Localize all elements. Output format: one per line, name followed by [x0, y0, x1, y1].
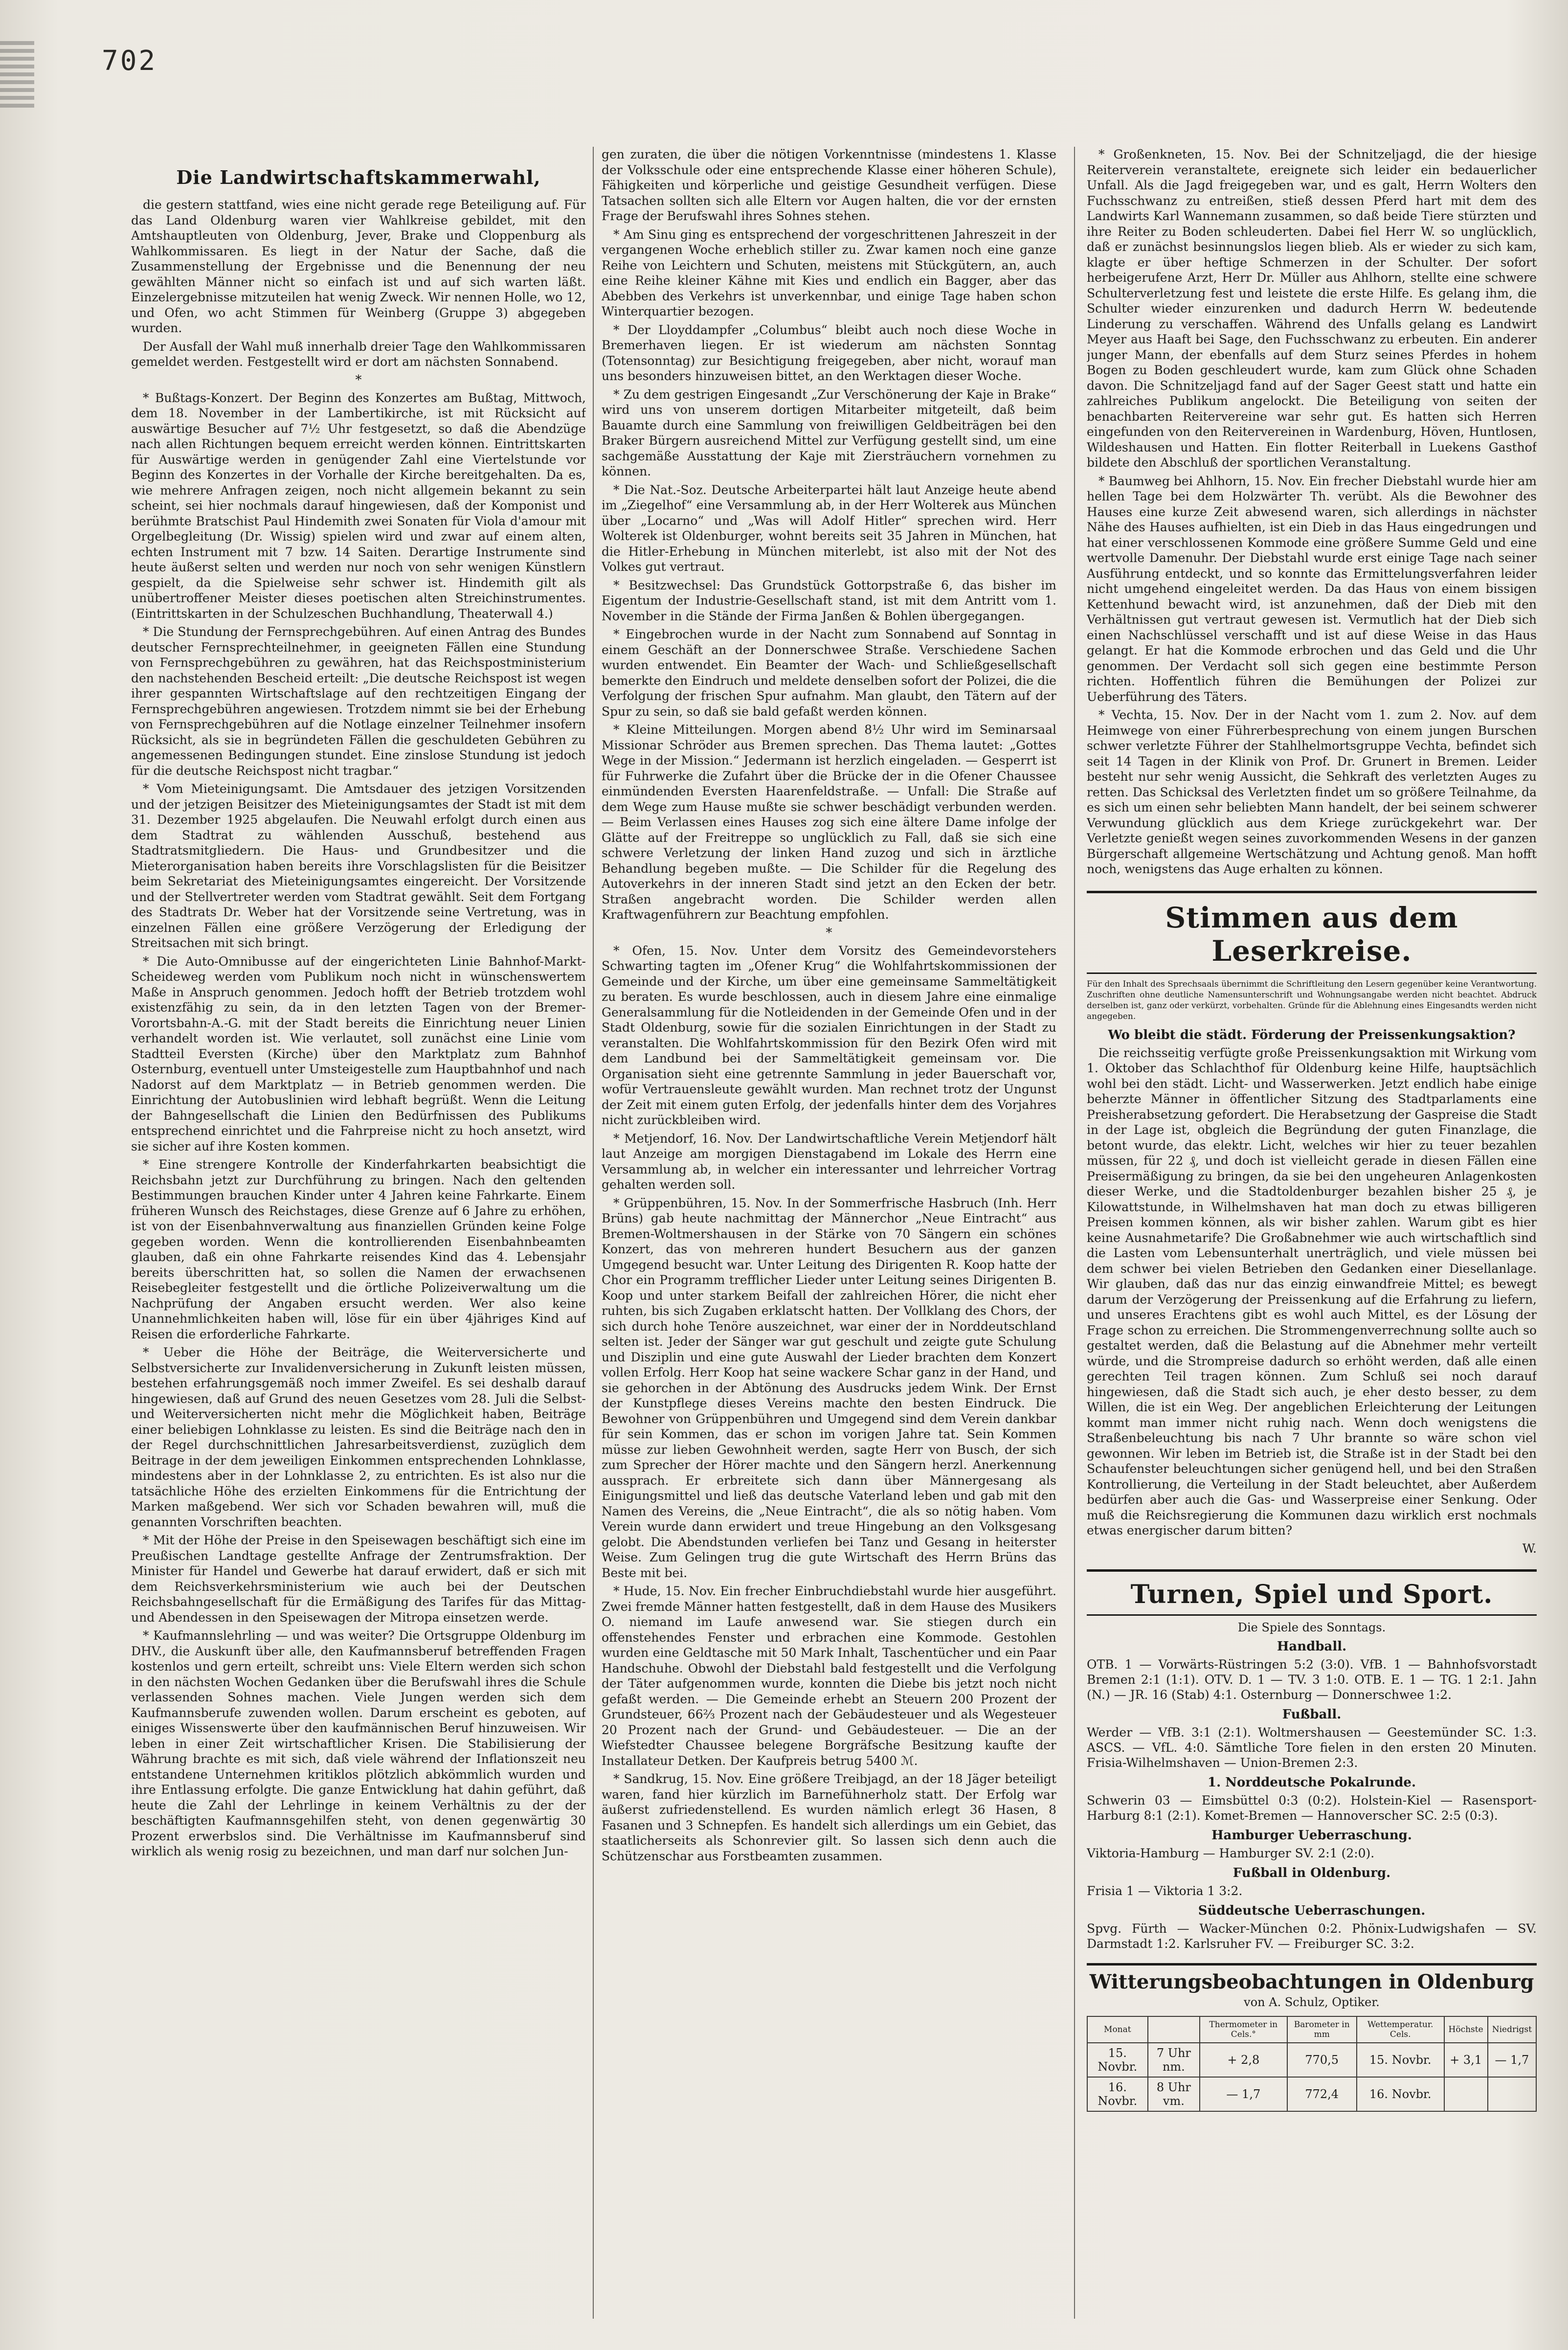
paragraph: * Mit der Höhe der Preise in den Speisewagen beschäftigt sich eine im Preußischen Landtage gestellte Anfrage der Zentrumsfraktion. Der Minister für Handel und Gewerbe hat darauf erwidert, daß er sich mit dem Reichsverkehrsministerium wie auch bei der Deutschen Reichsbahngesellschaft für die Ermäßigung des Tarifes für das Mittag- und Abendessen in den Speisewagen der Mitropa einsetzen werde.	[131, 1533, 586, 1625]
handball-heading: Handball.	[1277, 1639, 1347, 1654]
table-header-row	[1087, 2016, 1536, 2043]
table-cell: 16. Novbr.	[1087, 2077, 1148, 2111]
table-cell: 15. Novbr.	[1357, 2043, 1444, 2077]
paragraph: * Ofen, 15. Nov. Unter dem Vorsitz des Gemeindevorstehers Schwarting tagten im „Ofener Krug“ die Wohlfahrtskommissionen der Gemeinde und der Kirche, um über eine gemeinsame Sammeltätigkeit zu beraten. Es wurde beschlossen, auch in diesem Jahre eine einmalige Generalsammlung für die Notleidenden in der Gemeinde Ofen und in der Stadt Oldenburg, sowie für die sozialen Einrichtungen in der Stadt zu veranstalten. Die Wohlfahrtskommission für den Bezirk Ofen wird mit dem Landbund bei der Sammeltätigkeit gemeinsam vor. Die Organisation sieht eine getrennte Sammlung in jeder Bauerschaft vor, wofür Vertrauensleute gewählt wurden. Man rechnet trotz der Ungunst der Zeit mit einem guten Erfolg, der jedenfalls hinter dem des Vorjahres nicht zurückbleiben wird.	[602, 943, 1056, 1127]
table-header: Wettemperatur. Cels.	[1357, 2016, 1444, 2043]
table-cell: 15. Novbr.	[1087, 2043, 1148, 2077]
table-cell: — 1,7	[1488, 2043, 1536, 2077]
table-row	[1087, 2043, 1536, 2077]
paragraph: * Baumweg bei Ahlhorn, 15. Nov. Ein frecher Diebstahl wurde hier am hellen Tage bei dem Holzwärter Th. verübt. Als die Bewohner des Hauses eine kurze Zeit abwesend waren, sich allerdings in nächster Nähe des Hauses aufhielten, ist ein Dieb in das Haus eingedrungen und hat einer verschlossenen Kommode eine größere Summe Geld und eine wertvolle Damenuhr. Der Diebstahl wurde erst einige Tage nach seiner Ausführung entdeckt, und so konnte das Ermittelungsverfahren leider nicht umgehend eingeleitet werden. Da das Haus von einem bissigen Kettenhund bewacht wird, ist anzunehmen, daß der Dieb mit den Verhältnissen gut vertraut gewesen ist. Vermutlich hat der Dieb sich einen Nachschlüssel verschafft und ist auf diese Weise in das Haus gelangt. Er hat die Kommode erbrochen und das Geld und die Uhr genommen. Der Verdacht soll sich gegen eine bestimmte Person richten. Hoffentlich führen die Bemühungen der Polizei zur Ueberführung des Täters.	[1087, 474, 1537, 704]
column-1	[131, 147, 586, 2328]
paragraph: * Metjendorf, 16. Nov. Der Landwirtschaftliche Verein Metjendorf hält laut Anzeige am morgigen Dienstagabend im Lokale des Herrn eine Versammlung ab, in welcher ein interessanter und lehrreicher Vortrag gehalten werden soll.	[602, 1131, 1056, 1192]
paragraph: * Die Auto-Omnibusse auf der eingerichteten Linie Bahnhof-Markt-Scheideweg werden vom Publikum noch nicht in wünschenswertem Maße in Anspruch genommen. Jedoch hofft der Betrieb trotzdem wohl existenzfähig zu sein, da in den letzten Tagen von der Bremer-Vorortsbahn-A.-G. mit der Stadt bereits die Einrichtung neuer Linien verhandelt worden ist. Wie verlautet, soll zunächst eine Linie vom Stadtteil Eversten (Kirche) über den Marktplatz zum Bahnhof Osternburg, eventuell unter Umsteigestelle zum Hauptbahnhof und nach Nadorst auf dem Marktplatz — in Betrieb genommen werden. Die Einrichtung der Autobuslinien wird lebhaft begrüßt. Wenn die Leitung der Bahngesellschaft die Linien den Bedürfnissen des Publikums entsprechend einrichtet und die Fahrpreise nicht zu hoch ansetzt, wird sie sicher auf ihre Kosten kommen.	[131, 954, 586, 1153]
paragraph: * Besitzwechsel: Das Grundstück Gottorpstraße 6, das bisher im Eigentum der Industrie-Gesellschaft stand, ist mit dem Antritt vom 1. November in die Stände der Firma Janßen & Bohlen übergegangen.	[602, 578, 1056, 623]
paragraph: * Eingebrochen wurde in der Nacht zum Sonnabend auf Sonntag in einem Geschäft an der Donnerschwee Straße. Verschiedene Sachen wurden entwendet. Ein Beamter der Wach- und Schließgesellschaft bemerkte den Eindruch und meldete denselben sofort der Polizei, die die Verfolgung der frischen Spur aufnahm. Man glaubt, den Tätern auf der Spur zu sein, so daß sie bald gefaßt werden können.	[602, 627, 1056, 719]
table-header: Barometer in mm	[1287, 2016, 1357, 2043]
sport-section-title: Turnen, Spiel und Sport.	[1087, 1569, 1537, 1616]
reader-letters-title: Stimmen aus dem Leserkreise.	[1087, 891, 1537, 974]
oldenburg-heading: Fußball in Oldenburg.	[1232, 1865, 1391, 1880]
reader-letter-heading: Wo bleibt die städt. Förderung der Preissenkungsaktion?	[1108, 1027, 1516, 1042]
table-row	[1087, 2077, 1536, 2111]
page-number: 702	[102, 45, 157, 77]
table-cell	[1488, 2077, 1536, 2111]
table-header: Thermometer in Cels.°	[1200, 2016, 1287, 2043]
reader-letters-disclaimer: Für den Inhalt des Sprechsaals übernimmt die Schriftleitung den Lesern gegenüber keine Verantwortung. Zuschriften ohne deutliche Namensunterschrift und Wohnungsangabe werden nicht beachtet. Abdruck derselben ist, ganz oder verkürzt, vorbehalten. Gründe für die Ablehnung eines Eingesandts werden nicht angegeben.	[1087, 979, 1537, 1021]
paragraph: * Die Nat.-Soz. Deutsche Arbeiterpartei hält laut Anzeige heute abend im „Ziegelhof“ eine Versammlung ab, in der Herr Wolterek aus München über „Locarno“ und „Was will Adolf Hitler“ sprechen wird. Herr Wolterek ist Oldenburger, wohnt bereits seit 35 Jahren in München, hat die Hitler-Erhebung in München miterlebt, ist also mit der Not des Volkes gut vertraut.	[602, 482, 1056, 574]
paragraph: * Zu dem gestrigen Eingesandt „Zur Verschönerung der Kaje in Brake“ wird uns von unserem dortigen Mitarbeiter mitgeteilt, daß beim Bauamte durch eine Sammlung von freiwilligen Geldbeiträgen bei den Braker Bürgern ausreichend Mittel zur Verfügung gestellt sind, um eine sachgemäße Ausstattung der Kaje mit Ziersträuchern vornehmen zu können.	[602, 387, 1056, 478]
paragraph: * Eine strengere Kontrolle der Kinderfahrkarten beabsichtigt die Reichsbahn jetzt zur Durchführung zu bringen. Nach den geltenden Bestimmungen brauchen Kinder unter 4 Jahren keine Fahrkarte. Einem früheren Wunsch des Reichstages, diese Grenze auf 6 Jahre zu erhöhen, ist von der Eisenbahnverwaltung aus finanziellen Gründen keine Folge gegeben worden. Wenn die kontrollierenden Eisenbahnbeamten glauben, daß ein ohne Fahrkarte reisendes Kind das 4. Lebensjahr bereits überschritten hat, so sollen die Namen der erwachsenen Reisebegleiter festgestellt und die örtliche Polizeiverwaltung um die Nachprüfung der Angaben ersucht werden. Wer also keine Unannehmlichkeiten haben will, löse für ein über 4jähriges Kind auf Reisen die erforderliche Fahrkarte.	[131, 1157, 586, 1341]
cup-heading: 1. Norddeutsche Pokalrunde.	[1208, 1775, 1416, 1790]
paragraph: * Ueber die Höhe der Beiträge, die Weiterversicherte und Selbstversicherte zur Invalidenversicherung in Zukunft leisten müssen, bestehen erfahrungsgemäß noch immer Zweifel. Es sei deshalb darauf hingewiesen, daß auf Grund des neuen Gesetzes vom 28. Juli die Selbst- und Weiterversicherten nicht mehr die Möglichkeit haben, Beiträge einer beliebigen Lohnklasse zu leisten. Es sind die Beiträge nach den in der Regel durchschnittlichen Jahresarbeitsverdienst, zuzüglich dem Beitrage in der dem jeweiligen Einkommen entsprechenden Lohnklasse, mindestens aber in der Lohnklasse 2, zu entrichten. Es ist also nur die tatsächliche Höhe des erzielten Einkommens für die Entrichtung der Marken maßgebend. Wer sich vor Schaden bewahren will, muß die genannten Vorschriften beachten.	[131, 1345, 586, 1529]
paragraph: * Vechta, 15. Nov. Der in der Nacht vom 1. zum 2. Nov. auf dem Heimwege von einer Führerbesprechung von einem jungen Burschen schwer verletzte Führer der Stahlhelmortsgruppe Vechta, befindet sich seit 14 Tagen in der Klinik von Prof. Dr. Grunert in Bremen. Leider besteht nur sehr wenig Aussicht, die Sehkraft des verletzten Auges zu retten. Das Schicksal des Verletzten findet um so größere Teilnahme, da es sich um einen sehr beliebten Mann handelt, der bei seinem schwerer Verwundung glücklich aus dem Kriege zurückgekehrt war. Der Verletzte genießt wegen seines zuvorkommenden Wesens in der ganzen Bürgerschaft allgemeine Wertschätzung und Achtung genoß. Man hofft noch, wenigstens das Auge erhalten zu können.	[1087, 708, 1537, 876]
table-cell: 772,4	[1287, 2077, 1357, 2111]
table-header	[1148, 2016, 1200, 2043]
oldenburg-results: Frisia 1 — Viktoria 1 3:2.	[1087, 1883, 1243, 1898]
paragraph: * Der Lloyddampfer „Columbus“ bleibt auch noch diese Woche in Bremerhaven liegen. Er ist wiederum am nächsten Sonntag (Totensonntag) zur Besichtigung freigegeben, aber nicht, worauf man uns besonders hinzuweisen bittet, an den Werktagen dieser Woche.	[602, 322, 1056, 383]
divider-star: *	[355, 372, 362, 387]
football-heading: Fußball.	[1282, 1707, 1342, 1722]
paragraph: * Großenkneten, 15. Nov. Bei der Schnitzeljagd, die der hiesige Reiterverein veranstaltete, ereignete sich leider ein bedauerlicher Unfall. Als die Jagd freigegeben war, und es galt, Herrn Wolters den Fuchsschwanz zu entreißen, stieß dessen Pferd hart mit dem des Landwirts Karl Wannemann zusammen, so daß beide Tiere stürzten und ihre Reiter zu Boden schleuderten. Dabei fiel Herr W. so unglücklich, daß er zunächst besinnungslos liegen blieb. Als er wieder zu sich kam, klagte er über heftige Schmerzen in der Schulter. Der sofort herbeigerufene Arzt, Herr Dr. Müller aus Ahlhorn, stellte eine schwere Schulterverletzung fest und leistete die erste Hilfe. Es gelang ihm, die Schulter wieder einzurenken und dadurch Herrn W. bedeutende Linderung zu verschaffen. Während des Unfalls gelang es Landwirt Meyer aus Haaft bei Sage, den Fuchsschwanz zu erbeuten. Ein anderer junger Mann, der ebenfalls auf dem Sturz seines Pferdes in hohem Bogen zu Boden geschleudert wurde, kam zum Glück ohne Schaden davon. Die Schnitzeljagd fand auf der Sager Geest statt und hatte ein zahlreiches Publikum angelockt. Die Beteiligung von seiten der benachbarten Reitervereine war sehr gut. Es hatten sich Herren eingefunden von den Reitervereinen in Wardenburg, Höven, Huntlosen, Wildeshausen und Hatten. Ein flotter Reiterball in Luekens Gasthof bildete den Abschluß der sportlichen Veranstaltung.	[1087, 147, 1537, 470]
paragraph: * Die Stundung der Fernsprechgebühren. Auf einen Antrag des Bundes deutscher Fernsprechteilnehmer, in geeigneten Fällen eine Stundung von Fernsprechgebühren zu gewähren, hat das Reichspostministerium den nachstehenden Bescheid erteilt: „Die deutsche Reichspost ist wegen ihrer gespannten Wirtschaftslage auf den rechtzeitigen Eingang der Fernsprechgebühren angewiesen. Trotzdem nimmt sie bei der Erhebung von Fernsprechgebühren auf die Notlage einzelner Teilnehmer insofern Rücksicht, als sie in begründeten Fällen die geschuldeten Gebühren zu angemessenen Bedingungen stundet. Eine zinslose Stundung ist jedoch für die deutsche Reichspost nicht tragbar.“	[131, 625, 586, 778]
south-results: Spvg. Fürth — Wacker-München 0:2. Phönix-Ludwigshafen — SV. Darmstadt 1:2. Karlsruher FV. — Freiburger SC. 3:2.	[1087, 1921, 1537, 1951]
column-rule	[593, 147, 594, 2319]
paragraph: * Kaufmannslehrling — und was weiter? Die Ortsgruppe Oldenburg im DHV., die Auskunft über alle, den Kaufmannsberuf betreffenden Fragen kostenlos und gern erteilt, schreibt uns: Viele Eltern werden sich schon in den nächsten Wochen Gedanken über die Berufswahl ihres die Schule verlassenden Sohnes machen. Viele Jungen werden sich dem Kaufmannsberufe zuwenden wollen. Darum erscheint es geboten, auf einiges Wissenswerte über den kaufmännischen Beruf hinzuweisen. Wir leben in einer Zeit wirtschaftlicher Krisen. Die Stabilisierung der Währung brachte es mit sich, daß viele während der Inflationszeit neu entstandene Unternehmen kritiklos plötzlich abkömmlich wurden und ihre Entlassung erfolgte. Die ganze Entwicklung hat dahin geführt, daß heute die Zahl der Lehrlinge in keinem Verhältnis zu der der beschäftigten Kaufmannsgehilfen steht, von denen gegenwärtig 30 Prozent erwerbslos sind. Die Verhältnisse im Kaufmannsberuf sind wirklich als wenig rosig zu bezeichnen, und man darf nur solchen Jun-	[131, 1628, 586, 1858]
weather-title: Witterungsbeobachtungen in Oldenburg	[1087, 1963, 1537, 1993]
table-cell: + 3,1	[1444, 2043, 1488, 2077]
column-3	[1087, 147, 1537, 2328]
weather-table	[1087, 2016, 1537, 2112]
paragraph: * Grüppenbühren, 15. Nov. In der Sommerfrische Hasbruch (Inh. Herr Brüns) gab heute nachmittag der Männerchor „Neue Eintracht“ aus Bremen-Woltmershausen in der Stärke von 70 Sängern ein schönes Konzert, das von mehreren hundert Besuchern aus der ganzen Umgegend besucht war. Unter Leitung des Dirigenten R. Koop hatte der Chor ein Programm trefflicher Lieder unter Leitung seines Dirigenten B. Koop und unter starkem Beifall der zahlreichen Hörer, die nicht eher ruhten, bis sich Zugaben erklatscht hatten. Der Vollklang des Chors, der sich durch hohe Tenöre auszeichnet, war einer der in Norddeutschland selten ist. Jeder der Sänger war gut geschult und zeigte gute Schulung und Disziplin und eine gute Auswahl der Lieder brachten dem Konzert vollen Erfolg. Herr Koop hat seine wackere Schar ganz in der Hand, und sie gehorchen in der Abtönung des Ausdrucks jedem Wink. Der Ernst der Kunstpflege dieses Vereins machte den besten Eindruck. Die Bewohner von Grüppenbühren und Umgegend sind dem Verein dankbar für sein Kommen, das er schon im vorigen Jahre tat. Sein Kommen müsse zur lieben Gewohnheit werden, sagte Herr von Busch, der sich zum Sprecher der Hörer machte und den Sängern herzl. Anerkennung aussprach. Er erbreitete sich dann über Männergesang als Einigungsmittel und ließ das deutsche Vaterland leben und gab mit den Namen des Vereins, die „Neue Eintracht“, die als so nötig haben. Vom Verein wurde dann erwidert und treue Hingebung an den Volksgesang gelobt. Die Abendstunden verliefen bei Tanz und Gesang in heiterster Weise. Zum Gelingen trug die gute Wirtschaft des Herrn Brüns das Beste mit bei.	[602, 1196, 1056, 1580]
table-cell: 770,5	[1287, 2043, 1357, 2077]
article-title: Die Landwirtschaftskammerwahl,	[176, 166, 541, 188]
paragraph: * Vom Mieteinigungsamt. Die Amtsdauer des jetzigen Vorsitzenden und der jetzigen Beisitzer des Mieteinigungsamtes der Stadt ist mit dem 31. Dezember 1925 abgelaufen. Die Neuwahl erfolgt durch einen aus dem Stadtrat zu wählenden Ausschuß, bestehend aus Stadtratsmitgliedern. Die Haus- und Grundbesitzer und die Mieterorganisation haben bereits ihre Vorschlagslisten für die Beisitzer beim Sekretariat des Mieteinigungsamtes eingereicht. Der Vorsitzende und der Stellvertreter werden vom Stadtrat gewählt. Seit dem Fortgang des Stadtrats Dr. Weber hat der Vorsitzende seine Vertretung, was in einzelnen Fällen eine größere Verzögerung der Erledigung der Streitsachen mit sich bringt.	[131, 782, 586, 950]
handball-results: OTB. 1 — Vorwärts-Rüstringen 5:2 (3:0). VfB. 1 — Bahnhofsvorstadt Bremen 2:1 (1:1). OTV. D. 1 — TV. 3 1:0. OTB. E. 1 — TG. 1 2:1. Jahn (N.) — JR. 16 (Stab) 4:1. Osternburg — Donnerschwee 1:2.	[1087, 1657, 1537, 1702]
table-cell: 16. Novbr.	[1357, 2077, 1444, 2111]
column-rule	[1074, 147, 1075, 2319]
paragraph: * Kleine Mitteilungen. Morgen abend 8½ Uhr wird im Seminarsaal Missionar Schröder aus Bremen sprechen. Das Thema lautet: „Gottes Wege in der Mission.“ Jedermann ist herzlich eingeladen. — Gesperrt ist für Fuhrwerke die Zufahrt über die Brücke der in die Ofener Chaussee einmündenden Eversten Haarenfeldstraße. — Unfall: Die Straße auf dem Wege zum Hause mußte sie schwer beschädigt verbunden werden. — Beim Verlassen eines Hauses zog sich eine ältere Dame infolge der Glätte auf der Freitreppe so unglücklich zu Fall, daß sie sich eine schwere Verletzung der linken Hand zuzog und sich in ärztliche Behandlung begeben mußte. — Die Schilder für die Regelung des Autoverkehrs in der inneren Stadt sind jetzt an den Ecken der betr. Straßen angebracht worden. Die Schilder werden allen Kraftwagenführern zur Beachtung empfohlen.	[602, 723, 1056, 922]
table-cell: 8 Uhr vm.	[1148, 2077, 1200, 2111]
table-cell: 7 Uhr nm.	[1148, 2043, 1200, 2077]
reader-letter-signature: W.	[1522, 1541, 1537, 1556]
scan-edge-mark	[0, 39, 34, 108]
south-heading: Süddeutsche Ueberraschungen.	[1198, 1903, 1426, 1918]
table-header: Niedrigst	[1488, 2016, 1536, 2043]
paragraph: * Hude, 15. Nov. Ein frecher Einbruchdiebstahl wurde hier ausgeführt. Zwei fremde Männer hatten festgestellt, daß in dem Hause des Musikers O. niemand im Laufe anwesend war. Sie stiegen durch ein offenstehendes Fenster und erbrachen eine Kommode. Gestohlen wurden eine Geldtasche mit 50 Mark Inhalt, Taschentücher und ein Paar Handschuhe. Obwohl der Diebstahl bald festgestellt und die Verfolgung der Täter aufgenommen wurde, konnten die Diebe bis jetzt noch nicht gefaßt werden. — Die Gemeinde erhebt an Steuern 200 Prozent der Grundsteuer, 66⅔ Prozent nach der Gebäudesteuer und als Wegesteuer 20 Prozent nach der Grund- und Gebäudesteuer. — Die an der Wiefstedter Chaussee belegene Borgräfsche Besitzung kaufte der Installateur Detken. Der Kaufpreis betrug 5400 ℳ.	[602, 1584, 1056, 1768]
reader-letter-text: Die reichsseitig verfügte große Preissenkungsaktion mit Wirkung vom 1. Oktober das Schlachthof für Oldenburg keine Hilfe, hauptsächlich wohl bei den städt. Licht- und Wasserwerken. Jetzt endlich habe einige beherzte Männer in öffentlicher Sitzung des Stadtparlaments eine Preisherabsetzung gefordert. Die Herabsetzung der Gaspreise die Stadt in der Lage ist, obgleich die Begründung der guten Finanzlage, die betont wurde, das elektr. Licht, welches wir hier zu teuer bezahlen müssen, für 22 ₰, und doch ist vielleicht gerade in diesen Fällen eine Preisermäßigung zu bringen, da sie bei den ungeheuren Anlagenkosten dieser Werke, und die Stadtoldenburger bezahlen bisher 25 ₰, je Kilowattstunde, in Wilhelmshaven hat man doch zu etwas billigeren Preisen kommen können, als wir bisher zahlen. Warum gibt es hier keine Ausnahmetarife? Die Großabnehmer wie auch wirtschaftlich sind die Lasten vom Lebensunterhalt unerträglich, und viele müssen bei dem schwer bei vielen Betrieben den Gedanken einer Diesellanlage. Wir glauben, daß das nur das einzig einwandfreie Mittel; es bewegt darum der Verzögerung der Preissenkung auf die Erfahrung zu liefern, und unseres Erachtens gibt es wohl auch Mittel, es der Lösung der Frage schon zu erreichen. Die Strommengenverrechnung sollte auch so gestaltet werden, daß die Belastung auf die Abnehmer mehr verteilt würde, und die Strompreise dadurch so erhöht werden, daß alle einen gerechten Teil tragen können. Zum Schluß sei noch darauf hingewiesen, daß die Stadt sich auch, je eher desto besser, zu dem Willen, die ist ein Weg. Der angeblichen Erleichterung der Leitungen kommt man immer nicht ruhig nach. Wenn doch wenigstens die Straßenbeleuchtung bis nach 7 Uhr brannte so wäre schon viel gewonnen. Wir leben im Betrieb ist, die Straße ist in der Stadt bei den Schaufenster beleuchtungen sicher genügend hell, und bei den Straßen Kontrollierung, die Verteilung in der Stadt beleuchtet, aber Außerdem bedürfen aber auch die Gas- und Wasserpreise einer Senkung. Oder muß die Reichsregierung die Kommunen dazu wirklich erst nochmals etwas energischer darum bitten?	[1087, 1045, 1537, 1537]
divider-star: *	[826, 925, 832, 940]
football-results: Werder — VfB. 3:1 (2:1). Woltmershausen — Geestemünder SC. 1:3. ASCS. — VfL. 4:0. Sämtliche Tore fielen in den ersten 20 Minuten. Frisia-Wilhelmshaven — Union-Bremen 2:3.	[1087, 1725, 1537, 1770]
table-header: Höchste	[1444, 2016, 1488, 2043]
hamburg-results: Viktoria-Hamburg — Hamburger SV. 2:1 (2:0).	[1087, 1846, 1375, 1860]
weather-subtitle: von A. Schulz, Optiker.	[1244, 1995, 1380, 2009]
paragraph: die gestern stattfand, wies eine nicht gerade rege Beteiligung auf. Für das Land Oldenburg waren vier Wahlkreise gebildet, mit den Amtshauptleuten von Oldenburg, Jever, Brake und Cloppenburg als Wahlkommissaren. Es liegt in der Natur der Sache, daß die Zusammenstellung der Ergebnisse und die Benennung der neu gewählten Männer nicht so einfach ist und auf sich warten läßt. Einzelergebnisse mitzuteilen hat wenig Zweck. Wir nennen Holle, wo 12, und Ofen, wo acht Stimmen für Weinberg (Gruppe 3) abgegeben wurden.	[131, 198, 586, 335]
paragraph: * Bußtags-Konzert. Der Beginn des Konzertes am Bußtag, Mittwoch, dem 18. November in der Lambertikirche, ist mit Rücksicht auf auswärtige Besucher auf 7½ Uhr festgesetzt, so daß die Abendzüge nach allen Richtungen bequem erreicht werden können. Eintrittskarten für Auswärtige werden in genügender Zahl eine Viertelstunde vor Beginn des Konzertes in der Vorhalle der Kirche bereitgehalten. Da es, wie mehrere Anfragen zeigen, noch nicht allgemein bekannt zu sein scheint, sei hier nochmals darauf hingewiesen, daß der Komponist und berühmte Bratschist Paul Hindemith zwei Sonaten für Viola d'amour mit Orgelbegleitung (Dr. Wissig) spielen wird und zwar auf einem alten, echten Instrument mit 7 bzw. 14 Saiten. Derartige Instrumente sind heute äußerst selten und werden nur noch von sehr wenigen Künstlern gespielt, da die Spielweise sehr schwer ist. Hindemith gilt als unübertroffener Meister dieses poetischen alten Streichinstrumentes. (Eintrittskarten in der Schulzeschen Buchhandlung, Theaterwall 4.)	[131, 390, 586, 621]
table-cell	[1444, 2077, 1488, 2111]
table-cell: — 1,7	[1200, 2077, 1287, 2111]
paragraph: gen zuraten, die über die nötigen Vorkenntnisse (mindestens 1. Klasse der Volksschule oder eine entsprechende Klasse einer höheren Schule), Fähigkeiten und körperliche und geistige Gesundheit verfügen. Diese Tatsachen sollten sich alle Eltern vor Augen halten, die vor der ernsten Frage der Berufswahl ihres Sohnes stehen.	[602, 147, 1056, 223]
table-header: Monat	[1087, 2016, 1148, 2043]
paragraph: * Am Sinu ging es entsprechend der vorgeschrittenen Jahreszeit in der vergangenen Woche erheblich stiller zu. Zwar kamen noch eine ganze Reihe von Leichtern und Schuten, meistens mit Stückgütern, an, auch eine Reihe kleiner Kähne mit Kies und endlich ein Bagger, aber das Abebben des Verkehrs ist unverkennbar, und einige Tage haben schon Winterquartier bezogen.	[602, 227, 1056, 318]
paragraph: * Sandkrug, 15. Nov. Eine größere Treibjagd, an der 18 Jäger beteiligt waren, fand hier kürzlich im Barnefühnerholz statt. Der Erfolg war äußerst zufriedenstellend. Es wurden nämlich erlegt 36 Hasen, 8 Fasanen und 3 Schnepfen. Es handelt sich allerdings um ein Gebiet, das staatlicherseits als Schonrevier gilt. So lassen sich denn auch die Schützenschar aus Forstbeamten zusammen.	[602, 1772, 1056, 1863]
cup-results: Schwerin 03 — Eimsbüttel 0:3 (0:2). Holstein-Kiel — Rasensport-Harburg 8:1 (2:1). Komet-Bremen — Hannoverscher SC. 2:5 (0:3).	[1087, 1793, 1537, 1823]
table-cell: + 2,8	[1200, 2043, 1287, 2077]
hamburg-heading: Hamburger Ueberraschung.	[1211, 1828, 1412, 1843]
sport-subtitle: Die Spiele des Sonntags.	[1237, 1620, 1386, 1634]
column-2	[602, 147, 1056, 2328]
paragraph: Der Ausfall der Wahl muß innerhalb dreier Tage den Wahlkommissaren gemeldet werden. Festgestellt wird er dort am nächsten Sonnabend.	[131, 339, 586, 369]
